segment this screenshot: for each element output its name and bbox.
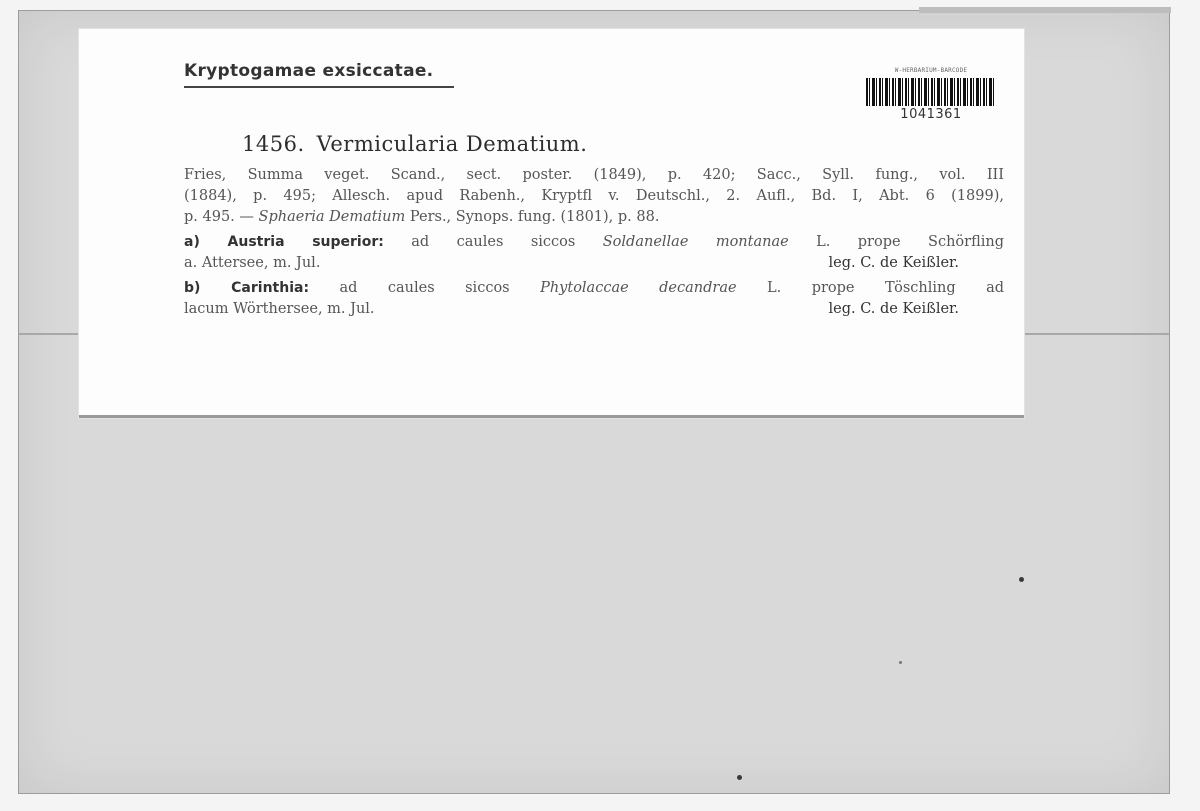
locality-a-line-2 <box>184 253 1004 274</box>
locality-b-line-1 <box>184 278 1004 299</box>
locality-a-host: Soldanellae montanae <box>602 234 789 250</box>
specimen-heading <box>242 132 587 156</box>
locality-b-line-2 <box>184 299 1004 320</box>
herbarium-label <box>79 29 1024 418</box>
citation-line-3 <box>184 207 1004 228</box>
locality-b-text: ad caules siccos <box>309 280 541 296</box>
locality-a-collector: leg. C. de Keißler. <box>828 255 959 271</box>
species-name: Vermicularia Dematium. <box>316 132 588 156</box>
citation-line-3-start: p. 495. — <box>184 209 259 225</box>
series-title: Kryptogamae exsiccatae. <box>184 61 454 88</box>
locality-b-collector: leg. C. de Keißler. <box>828 301 959 317</box>
locality-a-region: a) Austria superior: <box>184 234 384 250</box>
packet-speck <box>1019 577 1024 582</box>
locality-b <box>184 278 1004 320</box>
locality-b-host: Phytolaccae decandrae <box>540 280 737 296</box>
barcode-image <box>866 78 996 106</box>
locality-a-line-1 <box>184 232 1004 253</box>
locality-a-text-after: L. prope Schörfling <box>788 234 1004 250</box>
barcode-block <box>866 67 996 122</box>
synonym-name: Sphaeria Dematium <box>258 209 406 225</box>
citation-line-3-end: Pers., Synops. fung. (1801), p. 88. <box>405 209 660 225</box>
locality-a <box>184 232 1004 274</box>
citation-line-1: Fries, Summa veget. Scand., sect. poster. (1849), p. 420; Sacc., Syll. fung., vol. III <box>184 167 1004 183</box>
packet-speck <box>737 775 742 780</box>
barcode-caption: W-HERBARIUM-BARCODE <box>894 67 968 74</box>
packet-speck <box>899 661 902 664</box>
locality-b-region: b) Carinthia: <box>184 280 310 296</box>
locality-b-place: lacum Wörthersee, m. Jul. <box>184 301 375 317</box>
barcode-number: 1041361 <box>900 107 962 122</box>
locality-b-text-after: L. prope Töschling ad <box>736 280 1004 296</box>
locality-a-text: ad caules siccos <box>383 234 603 250</box>
packet-top-edge <box>919 7 1171 13</box>
locality-a-place: a. Attersee, m. Jul. <box>184 255 321 271</box>
label-body <box>184 165 1004 320</box>
citation-line-2: (1884), p. 495; Allesch. apud Rabenh., Kryptfl v. Deutschl., 2. Aufl., Bd. I, Abt. 6 (1899), <box>184 188 1004 204</box>
exsiccata-number: 1456. <box>242 132 305 156</box>
